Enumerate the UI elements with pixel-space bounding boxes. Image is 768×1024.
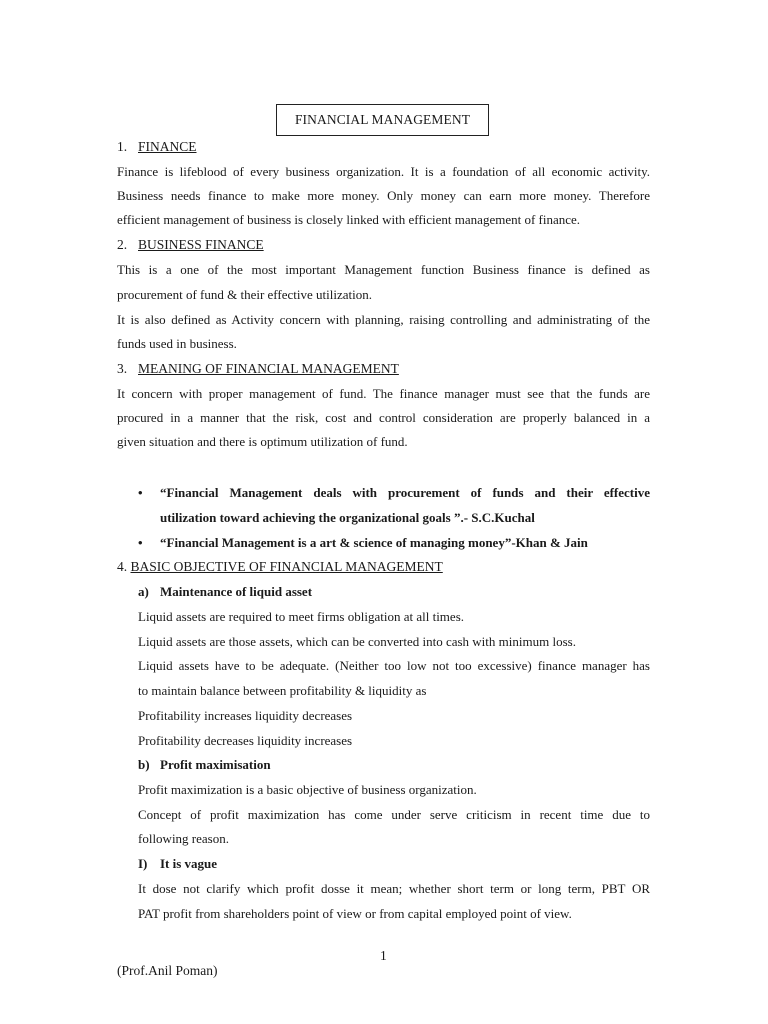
subsection-i-heading	[138, 856, 217, 872]
section-1-heading	[117, 139, 197, 155]
footer-author: (Prof.Anil Poman)	[117, 963, 218, 978]
section-title: BASIC OBJECTIVE OF FINANCIAL MANAGEMENT	[130, 559, 443, 574]
paragraph-line: Liquid assets have to be adequate. (Neither too low not too excessive) finance manager has	[138, 658, 650, 673]
page-number: 1	[380, 948, 387, 963]
paragraph-line: funds used in business.	[117, 336, 237, 351]
paragraph-line: efficient management of business is closely linked with efficient management of finance.	[117, 212, 581, 227]
section-title: BUSINESS FINANCE	[138, 237, 264, 252]
subsection-marker: a)	[138, 584, 149, 599]
paragraph-line: PAT profit from shareholders point of view or from capital employed point of view.	[138, 906, 572, 921]
bullet-marker: •	[138, 485, 143, 500]
subsection-b-heading	[138, 757, 271, 773]
paragraph-line: This is a one of the most important Management function Business finance is defined as	[117, 262, 650, 277]
subsection-marker: b)	[138, 757, 150, 772]
quote-line: utilization toward achieving the organizational goals ”.- S.C.Kuchal	[160, 510, 535, 525]
section-4-heading	[117, 559, 443, 575]
document-title: FINANCIAL MANAGEMENT	[276, 104, 489, 136]
paragraph-line: Liquid assets are those assets, which can be converted into cash with minimum loss.	[138, 634, 576, 649]
paragraph-line: Business needs finance to make more money. Only money can earn more money. Therefore	[117, 188, 650, 203]
subsection-title: Maintenance of liquid asset	[160, 584, 313, 599]
paragraph-line: Liquid assets are required to meet firms obligation at all times.	[138, 609, 464, 624]
subsection-title: It is vague	[160, 856, 218, 871]
paragraph-line: following reason.	[138, 831, 229, 846]
section-2-heading	[117, 237, 264, 253]
paragraph-line: It dose not clarify which profit dosse it mean; whether short term or long term, PBT OR	[138, 881, 650, 896]
paragraph-line: Profitability increases liquidity decreases	[138, 708, 353, 723]
section-title: MEANING OF FINANCIAL MANAGEMENT	[138, 361, 399, 376]
paragraph-line: It concern with proper management of fund. The finance manager must see that the funds are	[117, 386, 650, 401]
section-title: FINANCE	[138, 139, 197, 154]
quote-line: “Financial Management deals with procurement of funds and their effective	[160, 485, 650, 500]
section-number: 3.	[117, 361, 128, 376]
subsection-a-heading	[138, 584, 312, 600]
paragraph-line: given situation and there is optimum utilization of fund.	[117, 434, 408, 449]
bullet-marker: •	[138, 535, 143, 550]
paragraph-line: procured in a manner that the risk, cost and control consideration are properly balanced in a	[117, 410, 650, 425]
section-number: 4.	[117, 559, 128, 574]
paragraph-line: Profitability decreases liquidity increases	[138, 733, 353, 748]
subsection-title: Profit maximisation	[160, 757, 271, 772]
paragraph-line: Profit maximization is a basic objective of business organization.	[138, 782, 477, 797]
section-3-heading	[117, 361, 399, 377]
quote-line: “Financial Management is a art & science of managing money”-Khan & Jain	[160, 535, 588, 550]
paragraph-line: Finance is lifeblood of every business organization. It is a foundation of all economic activity.	[117, 164, 650, 179]
section-number: 1.	[117, 139, 128, 154]
section-number: 2.	[117, 237, 128, 252]
paragraph-line: It is also defined as Activity concern with planning, raising controlling and administrating of the	[117, 312, 650, 327]
subsection-marker: I)	[138, 856, 148, 871]
paragraph-line: to maintain balance between profitability & liquidity as	[138, 683, 427, 698]
paragraph-line: Concept of profit maximization has come under serve criticism in recent time due to	[138, 807, 650, 822]
paragraph-line: procurement of fund & their effective utilization.	[117, 287, 372, 302]
